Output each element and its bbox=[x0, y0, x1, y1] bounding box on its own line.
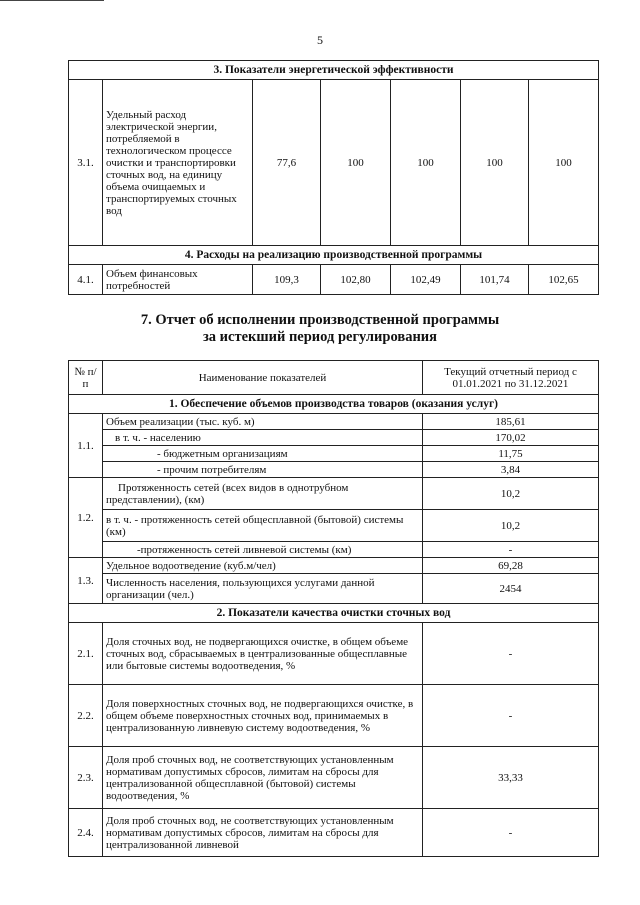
table-row bbox=[69, 685, 599, 747]
table-row bbox=[69, 265, 599, 295]
page-number: 5 bbox=[317, 33, 323, 47]
table-header-row bbox=[69, 361, 599, 395]
indicator-name: - бюджетным организациям bbox=[103, 446, 423, 462]
value-cell: 102,65 bbox=[529, 265, 599, 295]
section1-title: 1. Обеспечение объемов производства товаров (оказания услуг) bbox=[69, 395, 599, 414]
row-number: 4.1. bbox=[69, 265, 103, 295]
report-table bbox=[68, 360, 599, 857]
indicator-name: в т. ч. - протяженность сетей общесплавной (бытовой) системы (км) bbox=[103, 510, 423, 542]
heading-line-1: 7. Отчет об исполнении производственной программы bbox=[140, 312, 500, 328]
row-number: 3.1. bbox=[69, 80, 103, 246]
header-period: Текущий отчетный период с 01.01.2021 по 31.12.2021 bbox=[423, 361, 599, 395]
value-cell: 102,49 bbox=[391, 265, 461, 295]
value-cell: 102,80 bbox=[321, 265, 391, 295]
table-row bbox=[69, 574, 599, 604]
indicator-name: Доля сточных вод, не подвергающихся очистке, в общем объеме сточных вод, сбрасываемых в централизованные общесплавные или бытовые системы водоотведения, % bbox=[103, 623, 423, 685]
top-rule bbox=[0, 0, 104, 1]
table-row bbox=[69, 542, 599, 558]
value-cell: 3,84 bbox=[423, 462, 599, 478]
value-cell: 11,75 bbox=[423, 446, 599, 462]
indicator-name: Объем реализации (тыс. куб. м) bbox=[103, 414, 423, 430]
section3-title: 3. Показатели энергетической эффективности bbox=[69, 61, 599, 80]
table-row bbox=[69, 510, 599, 542]
indicator-name: Объем финансовых потребностей bbox=[103, 265, 253, 295]
row-number: 1.1. bbox=[69, 414, 103, 478]
header-num: № п/п bbox=[69, 361, 103, 395]
value-cell: 170,02 bbox=[423, 430, 599, 446]
indicator-name: Протяженность сетей (всех видов в однотрубном представлении), (км) bbox=[103, 478, 423, 510]
indicator-name: Доля проб сточных вод, не соответствующих установленным нормативам допустимых сбросов, лимитам на сбросы для централизованной ливневой bbox=[103, 809, 423, 857]
indicator-name: Удельное водоотведение (куб.м/чел) bbox=[103, 558, 423, 574]
row-number: 2.4. bbox=[69, 809, 103, 857]
table-row bbox=[69, 809, 599, 857]
value-cell: 100 bbox=[321, 80, 391, 246]
indicator-name: -протяженность сетей ливневой системы (км) bbox=[103, 542, 423, 558]
indicator-name: в т. ч. - населению bbox=[103, 430, 423, 446]
row-number: 1.3. bbox=[69, 558, 103, 604]
table-row bbox=[69, 430, 599, 446]
section2-title: 2. Показатели качества очистки сточных вод bbox=[69, 604, 599, 623]
value-cell: - bbox=[423, 685, 599, 747]
value-cell: 101,74 bbox=[461, 265, 529, 295]
table-row bbox=[69, 558, 599, 574]
value-cell: 109,3 bbox=[253, 265, 321, 295]
table-row bbox=[69, 446, 599, 462]
table-row bbox=[69, 747, 599, 809]
indicator-name: Численность населения, пользующихся услугами данной организации (чел.) bbox=[103, 574, 423, 604]
value-cell: 100 bbox=[461, 80, 529, 246]
row-number: 2.2. bbox=[69, 685, 103, 747]
value-cell: - bbox=[423, 809, 599, 857]
row-number: 2.3. bbox=[69, 747, 103, 809]
indicator-name: - прочим потребителям bbox=[103, 462, 423, 478]
value-cell: 185,61 bbox=[423, 414, 599, 430]
section4-title: 4. Расходы на реализацию производственной программы bbox=[69, 246, 599, 265]
row-number: 1.2. bbox=[69, 478, 103, 558]
value-cell: - bbox=[423, 623, 599, 685]
indicator-name: Доля проб сточных вод, не соответствующих установленным нормативам допустимых сбросов, лимитам на сбросы для централизованной общесплавной (бытовой) системы водоотведения, % bbox=[103, 747, 423, 809]
table-row bbox=[69, 80, 599, 246]
row-number: 2.1. bbox=[69, 623, 103, 685]
indicators-table bbox=[68, 60, 599, 295]
table-row bbox=[69, 478, 599, 510]
value-cell: 100 bbox=[529, 80, 599, 246]
value-cell: 100 bbox=[391, 80, 461, 246]
heading-line-2: за истекший период регулирования bbox=[202, 329, 438, 345]
value-cell: 33,33 bbox=[423, 747, 599, 809]
indicator-name: Доля поверхностных сточных вод, не подвергающихся очистке, в общем объеме поверхностных сточных вод, принимаемых в централизованную ливневую систему водоотведения, % bbox=[103, 685, 423, 747]
header-name: Наименование показателей bbox=[103, 361, 423, 395]
section7-heading bbox=[0, 312, 640, 346]
table-row bbox=[69, 462, 599, 478]
value-cell: 10,2 bbox=[423, 510, 599, 542]
table-row bbox=[69, 623, 599, 685]
table-row bbox=[69, 414, 599, 430]
value-cell: 77,6 bbox=[253, 80, 321, 246]
value-cell: - bbox=[423, 542, 599, 558]
value-cell: 2454 bbox=[423, 574, 599, 604]
value-cell: 69,28 bbox=[423, 558, 599, 574]
value-cell: 10,2 bbox=[423, 478, 599, 510]
indicator-name: Удельный расход электрической энергии, потребляемой в технологическом процессе очистки и транспортировки сточных вод, на единицу объема очищаемых и транспортируемых сточных вод bbox=[103, 80, 253, 246]
